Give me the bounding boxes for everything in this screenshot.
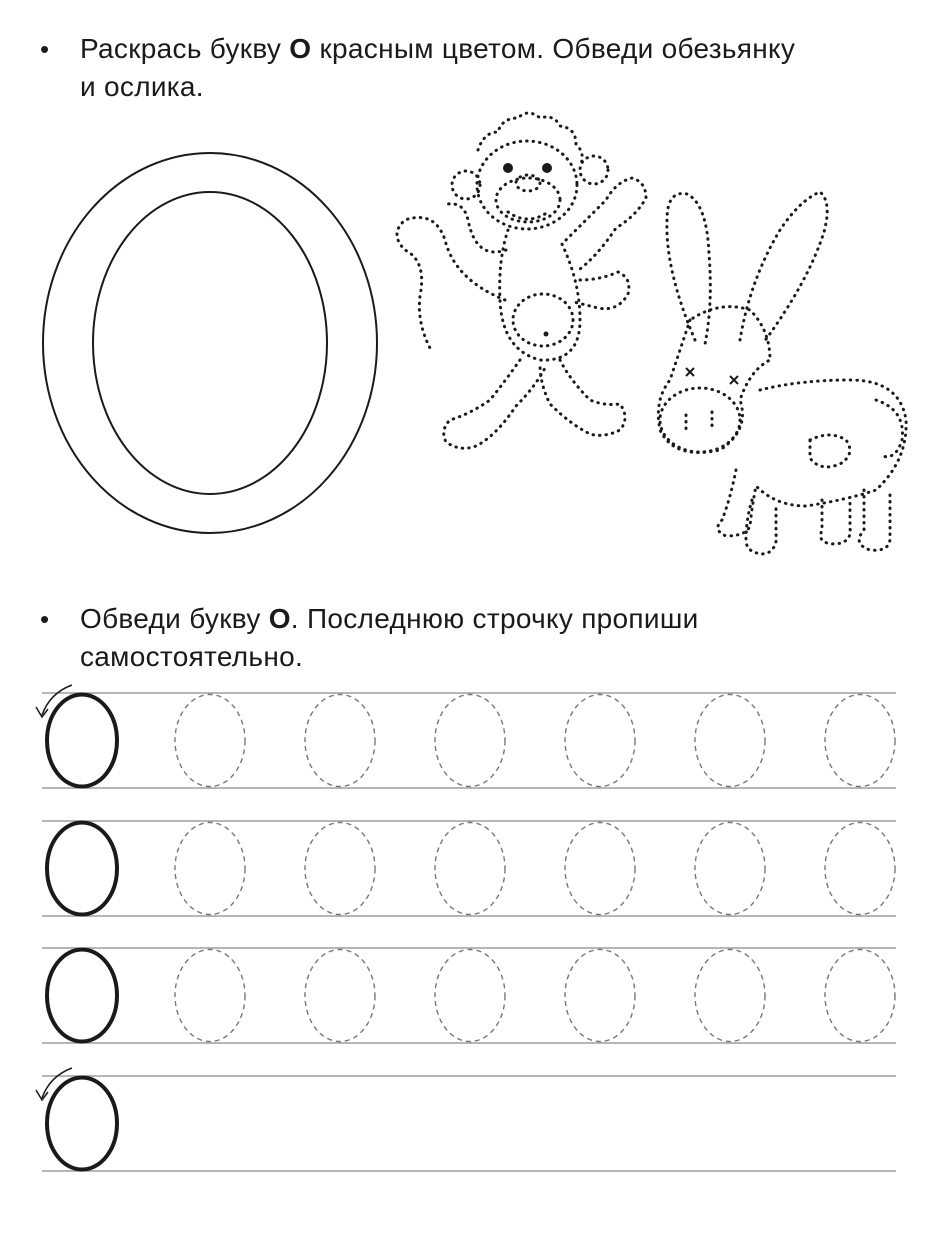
arrow-head-icon [36,707,48,717]
task-2-letter: О [268,603,291,634]
task-1-letter: О [289,33,312,64]
trace-letter-o[interactable] [435,823,505,915]
trace-letter-o[interactable] [825,695,895,787]
monkey-eyes [503,163,552,337]
outlined-letter-o-icon[interactable] [43,153,377,533]
dotted-monkey-icon[interactable] [397,113,646,448]
task-2-line2: самостоятельно. [80,641,304,672]
bullet: • [40,34,50,64]
bullet: • [40,604,50,634]
trace-letter-o[interactable] [695,695,765,787]
task-1-part1: Раскрась букву [80,33,290,64]
task-1-part2: красным цветом. Обведи обезьянку [311,33,796,64]
trace-letter-o[interactable] [175,695,245,787]
dotted-donkey-icon[interactable] [658,192,906,554]
trace-letter-o[interactable] [695,950,765,1042]
trace-letter-o[interactable] [565,823,635,915]
trace-letter-o[interactable] [175,823,245,915]
trace-letter-o[interactable] [305,950,375,1042]
arrow-head-icon [36,1090,48,1100]
task-1-line2: и ослика. [80,71,204,102]
trace-letter-o[interactable] [565,695,635,787]
trace-letter-o[interactable] [305,823,375,915]
trace-letter-o[interactable] [565,950,635,1042]
task-2-part2: . Последнюю строчку пропиши [290,603,699,634]
trace-letter-o[interactable] [825,823,895,915]
practice-rows [36,685,896,1171]
model-letter-o [47,1078,117,1170]
task-2-part1: Обведи букву [80,603,269,634]
trace-letter-o[interactable] [435,695,505,787]
trace-letter-o[interactable] [825,950,895,1042]
trace-letter-o[interactable] [175,950,245,1042]
trace-letter-o[interactable] [695,823,765,915]
donkey-eyes [686,368,738,384]
trace-letter-o[interactable] [435,950,505,1042]
trace-letter-o[interactable] [305,695,375,787]
model-letter-o [47,695,117,787]
model-letter-o [47,823,117,915]
model-letter-o [47,950,117,1042]
